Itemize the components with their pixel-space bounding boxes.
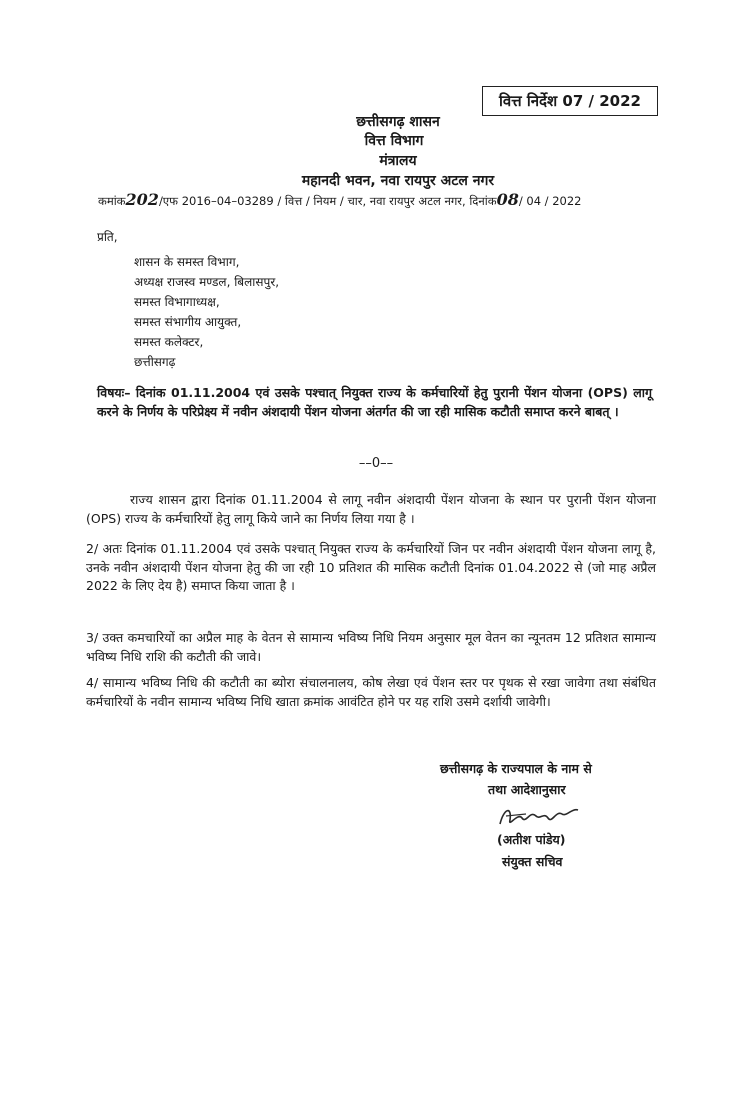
subject-text: दिनांक 01.11.2004 एवं उसके पश्चात् नियुक्त राज्य के कर्मचारियों हेतु पुरानी पेंशन योजना (OPS) लागू करने के निर्णय के परिप्रेक्ष्य में नवीन अंशदायी पेंशन योजना अंतर्गत की जा रही मासिक कटौती समाप्त करने बाबत् । [97,385,652,419]
addressee: समस्त कलेक्टर, [134,335,204,349]
addressee: छत्तीसगढ़ [134,355,176,369]
office-address: महानदी भवन, नवा रायपुर अटल नगर [301,173,495,189]
divider: ––0–– [358,456,394,471]
reference-day: 08 [496,190,519,209]
signature-line-2: तथा आदेशानुसार [488,782,566,797]
handwritten-signature [496,802,582,832]
reference-prefix: कमांक [98,194,126,208]
paragraph-2: 2/ अतः दिनांक 01.11.2004 एवं उसके पश्चात् नियुक्त राज्य के कर्मचारियों जिन पर नवीन अंशदायी पेंशन योजना लागू है, उनके नवीन अंशदायी पेंशन योजना हेतु की जा रही 10 प्रतिशत की मासिक कटौती दिनांक 01.04.2022 से (जो माह अप्रैल 2022 के लिए देय है) समाप्त किया जाता है । [86,541,656,593]
paragraph-3: 3/ उक्त कमचारियों का अप्रैल माह के वेतन से सामान्य भविष्य निधि नियम अनुसार मूल वेतन का न्यूनतम 12 प्रतिशत सामान्य भविष्य निधि राशि की कटौती की जावे। [86,630,656,664]
government-title: छत्तीसगढ़ शासन [356,114,440,130]
signatory-name: (अतीश पांडेय) [497,832,566,847]
addressee: समस्त संभागीय आयुक्त, [134,315,242,329]
to-label: प्रति, [97,230,118,244]
reference-mid: /एफ 2016–04–03289 / वित्त / नियम / चार, नवा रायपुर अटल नगर, दिनांक [158,194,497,208]
subject-label: विषयः– [97,385,131,400]
paragraph-4: 4/ सामान्य भविष्य निधि की कटौती का ब्योरा संचालनालय, कोष लेखा एवं पेंशन स्तर पर पृथक से रखा जावेगा तथा संबंधित कर्मचारियों के नवीन सामान्य भविष्य निधि खाता क्रमांक आवंटित होने पर यह राशि उसमे दर्शायी जावेगी। [86,675,656,709]
reference-number: 202 [125,190,159,209]
reference-line [98,190,581,209]
finance-directive-box: वित्त निर्देश 07 / 2022 [482,86,658,116]
office-title: मंत्रालय [379,153,417,169]
signature-line-1: छत्तीसगढ़ के राज्यपाल के नाम से [440,761,592,776]
addressee: शासन के समस्त विभाग, [134,255,240,269]
subject [97,383,652,421]
reference-date-rest: / 04 / 2022 [518,194,582,208]
addressee: अध्यक्ष राजस्व मण्डल, बिलासपुर, [134,275,280,289]
paragraph-1: राज्य शासन द्वारा दिनांक 01.11.2004 से लागू नवीन अंशदायी पेंशन योजना के स्थान पर पुरानी पेंशन योजना (OPS) राज्य के कर्मचारियों हेतु लागू किये जाने का निर्णय लिया गया है । [86,492,656,526]
signatory-designation: संयुक्त सचिव [502,854,563,869]
department-title: वित्त विभाग [364,133,424,149]
addressee: समस्त विभागाध्यक्ष, [134,295,220,309]
